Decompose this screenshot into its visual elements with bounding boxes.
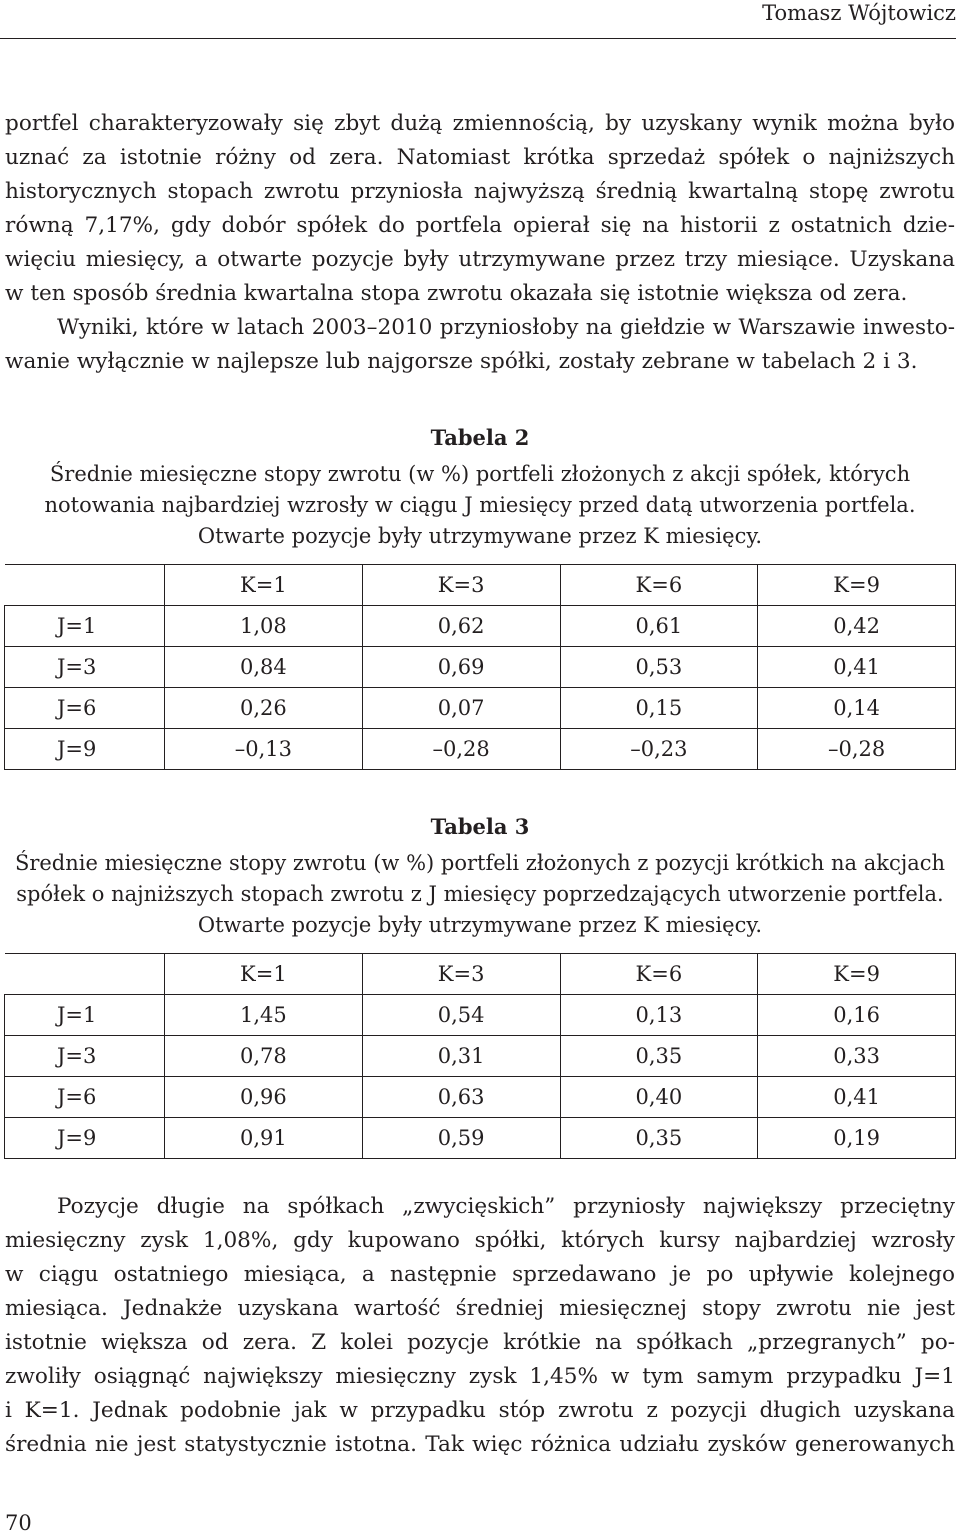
table-cell: 0,84 <box>165 647 363 688</box>
text-line: równą 7,17%, gdy dobór spółek do portfela opierał się na historii z ostatnich dzie- <box>5 213 955 238</box>
table-cell: –0,28 <box>758 729 956 770</box>
table-cell: 0,35 <box>560 1036 758 1077</box>
text-line: miesiąca. Jednakże uzyskana wartość średniej miesięcznej stopy zwrotu nie jest <box>5 1296 955 1321</box>
table-cell: 0,69 <box>362 647 560 688</box>
table-row <box>5 1036 956 1077</box>
text-line: miesięczny zysk 1,08%, gdy kupowano spółki, których kursy najbardziej wzrosły <box>5 1228 955 1253</box>
page-number: 70 <box>5 1511 32 1535</box>
table-row <box>5 606 956 647</box>
text-line: historycznych stopach zwrotu przyniosła najwyższą średnią kwartalną stopę zwrotu <box>5 179 955 204</box>
table-cell: 0,14 <box>758 688 956 729</box>
table3 <box>4 953 956 1159</box>
table-cell: 0,53 <box>560 647 758 688</box>
caption-line: Otwarte pozycje były utrzymywane przez K miesięcy. <box>197 524 763 548</box>
text-line: więciu miesięcy, a otwarte pozycje były utrzymywane przez trzy miesiące. Uzyskana <box>5 247 955 272</box>
table3-caption <box>0 848 960 941</box>
table-cell: 0,59 <box>362 1118 560 1159</box>
text-line: i K=1. Jednak podobnie jak w przypadku stóp zwrotu z pozycji długich uzyskana <box>5 1398 955 1423</box>
table-cell: 1,08 <box>165 606 363 647</box>
text-line: Wyniki, które w latach 2003–2010 przyniosłoby na giełdzie w Warszawie inwesto- <box>57 315 955 340</box>
table-cell: 0,16 <box>758 995 956 1036</box>
text-line: portfel charakteryzowały się zbyt dużą zmiennością, by uzyskany wynik można było <box>5 111 955 136</box>
table-cell: 0,33 <box>758 1036 956 1077</box>
table2-caption <box>0 459 960 552</box>
caption-line: spółek o najniższych stopach zwrotu z J miesięcy poprzedzających utworzenie portfela. <box>16 882 944 906</box>
column-header: K=3 <box>362 954 560 995</box>
text-line: średnia nie jest statystycznie istotna. Tak więc różnica udziału zysków generowanych <box>5 1432 955 1457</box>
second-paragraph <box>5 311 955 379</box>
row-header: J=1 <box>5 606 165 647</box>
row-header: J=6 <box>5 1077 165 1118</box>
row-header: J=3 <box>5 1036 165 1077</box>
column-header: K=6 <box>560 954 758 995</box>
text-line: istotnie większa od zera. Z kolei pozycje krótkie na spółkach „przegranych” po- <box>5 1330 955 1355</box>
row-header: J=1 <box>5 995 165 1036</box>
table-row <box>5 647 956 688</box>
intro-paragraph <box>5 107 955 311</box>
table-cell: 0,07 <box>362 688 560 729</box>
table-cell: 0,63 <box>362 1077 560 1118</box>
table-cell: 1,45 <box>165 995 363 1036</box>
caption-line: notowania najbardziej wzrosły w ciągu J miesięcy przed datą utworzenia portfela. <box>44 493 916 517</box>
table-cell: 0,15 <box>560 688 758 729</box>
table-row <box>5 688 956 729</box>
column-header: K=9 <box>758 565 956 606</box>
corner-cell <box>5 565 165 606</box>
caption-line: Średnie miesięczne stopy zwrotu (w %) portfeli złożonych z pozycji krótkich na akcjach <box>14 851 946 875</box>
table-row <box>5 1118 956 1159</box>
text-line: uznać za istotnie różny od zera. Natomiast krótka sprzedaż spółek o najniższych <box>5 145 955 170</box>
caption-line: Otwarte pozycje były utrzymywane przez K miesięcy. <box>197 913 763 937</box>
column-header: K=6 <box>560 565 758 606</box>
table-cell: 0,19 <box>758 1118 956 1159</box>
table-cell: 0,54 <box>362 995 560 1036</box>
table-cell: 0,26 <box>165 688 363 729</box>
caption-line: Średnie miesięczne stopy zwrotu (w %) portfeli złożonych z akcji spółek, których <box>49 462 911 486</box>
table-row <box>5 995 956 1036</box>
text-line: zwoliły osiągnąć największy miesięczny zysk 1,45% w tym samym przypadku J=1 <box>5 1364 955 1389</box>
table-row <box>5 729 956 770</box>
row-header: J=3 <box>5 647 165 688</box>
text-line: wanie wyłącznie w najlepsze lub najgorsze spółki, zostały zebrane w tabelach 2 i 3. <box>5 349 918 374</box>
table2 <box>4 564 956 770</box>
table-cell: 0,78 <box>165 1036 363 1077</box>
column-header: K=9 <box>758 954 956 995</box>
corner-cell <box>5 954 165 995</box>
table-cell: –0,23 <box>560 729 758 770</box>
table-row <box>5 1077 956 1118</box>
table-header-row <box>5 954 956 995</box>
running-head <box>0 0 956 39</box>
row-header: J=6 <box>5 688 165 729</box>
table-cell: 0,41 <box>758 647 956 688</box>
table3-title: Tabela 3 <box>430 814 530 839</box>
closing-paragraph <box>5 1190 955 1462</box>
column-header: K=1 <box>165 565 363 606</box>
table-cell: 0,35 <box>560 1118 758 1159</box>
table-cell: 0,42 <box>758 606 956 647</box>
author-name: Tomasz Wójtowicz <box>762 1 956 25</box>
table-cell: –0,28 <box>362 729 560 770</box>
table2-title: Tabela 2 <box>430 425 530 450</box>
table-cell: 0,62 <box>362 606 560 647</box>
table-cell: –0,13 <box>165 729 363 770</box>
table-header-row <box>5 565 956 606</box>
text-line: w ciągu ostatniego miesiąca, a następnie sprzedawano je po upływie kolejnego <box>5 1262 955 1287</box>
row-header: J=9 <box>5 729 165 770</box>
text-line: w ten sposób średnia kwartalna stopa zwrotu okazała się istotnie większa od zera. <box>5 281 908 306</box>
table-cell: 0,41 <box>758 1077 956 1118</box>
table-cell: 0,61 <box>560 606 758 647</box>
text-line: Pozycje długie na spółkach „zwycięskich” przyniosły największy przeciętny <box>57 1194 955 1219</box>
column-header: K=1 <box>165 954 363 995</box>
table-cell: 0,31 <box>362 1036 560 1077</box>
column-header: K=3 <box>362 565 560 606</box>
row-header: J=9 <box>5 1118 165 1159</box>
table-cell: 0,91 <box>165 1118 363 1159</box>
table-cell: 0,96 <box>165 1077 363 1118</box>
table-cell: 0,40 <box>560 1077 758 1118</box>
table-cell: 0,13 <box>560 995 758 1036</box>
